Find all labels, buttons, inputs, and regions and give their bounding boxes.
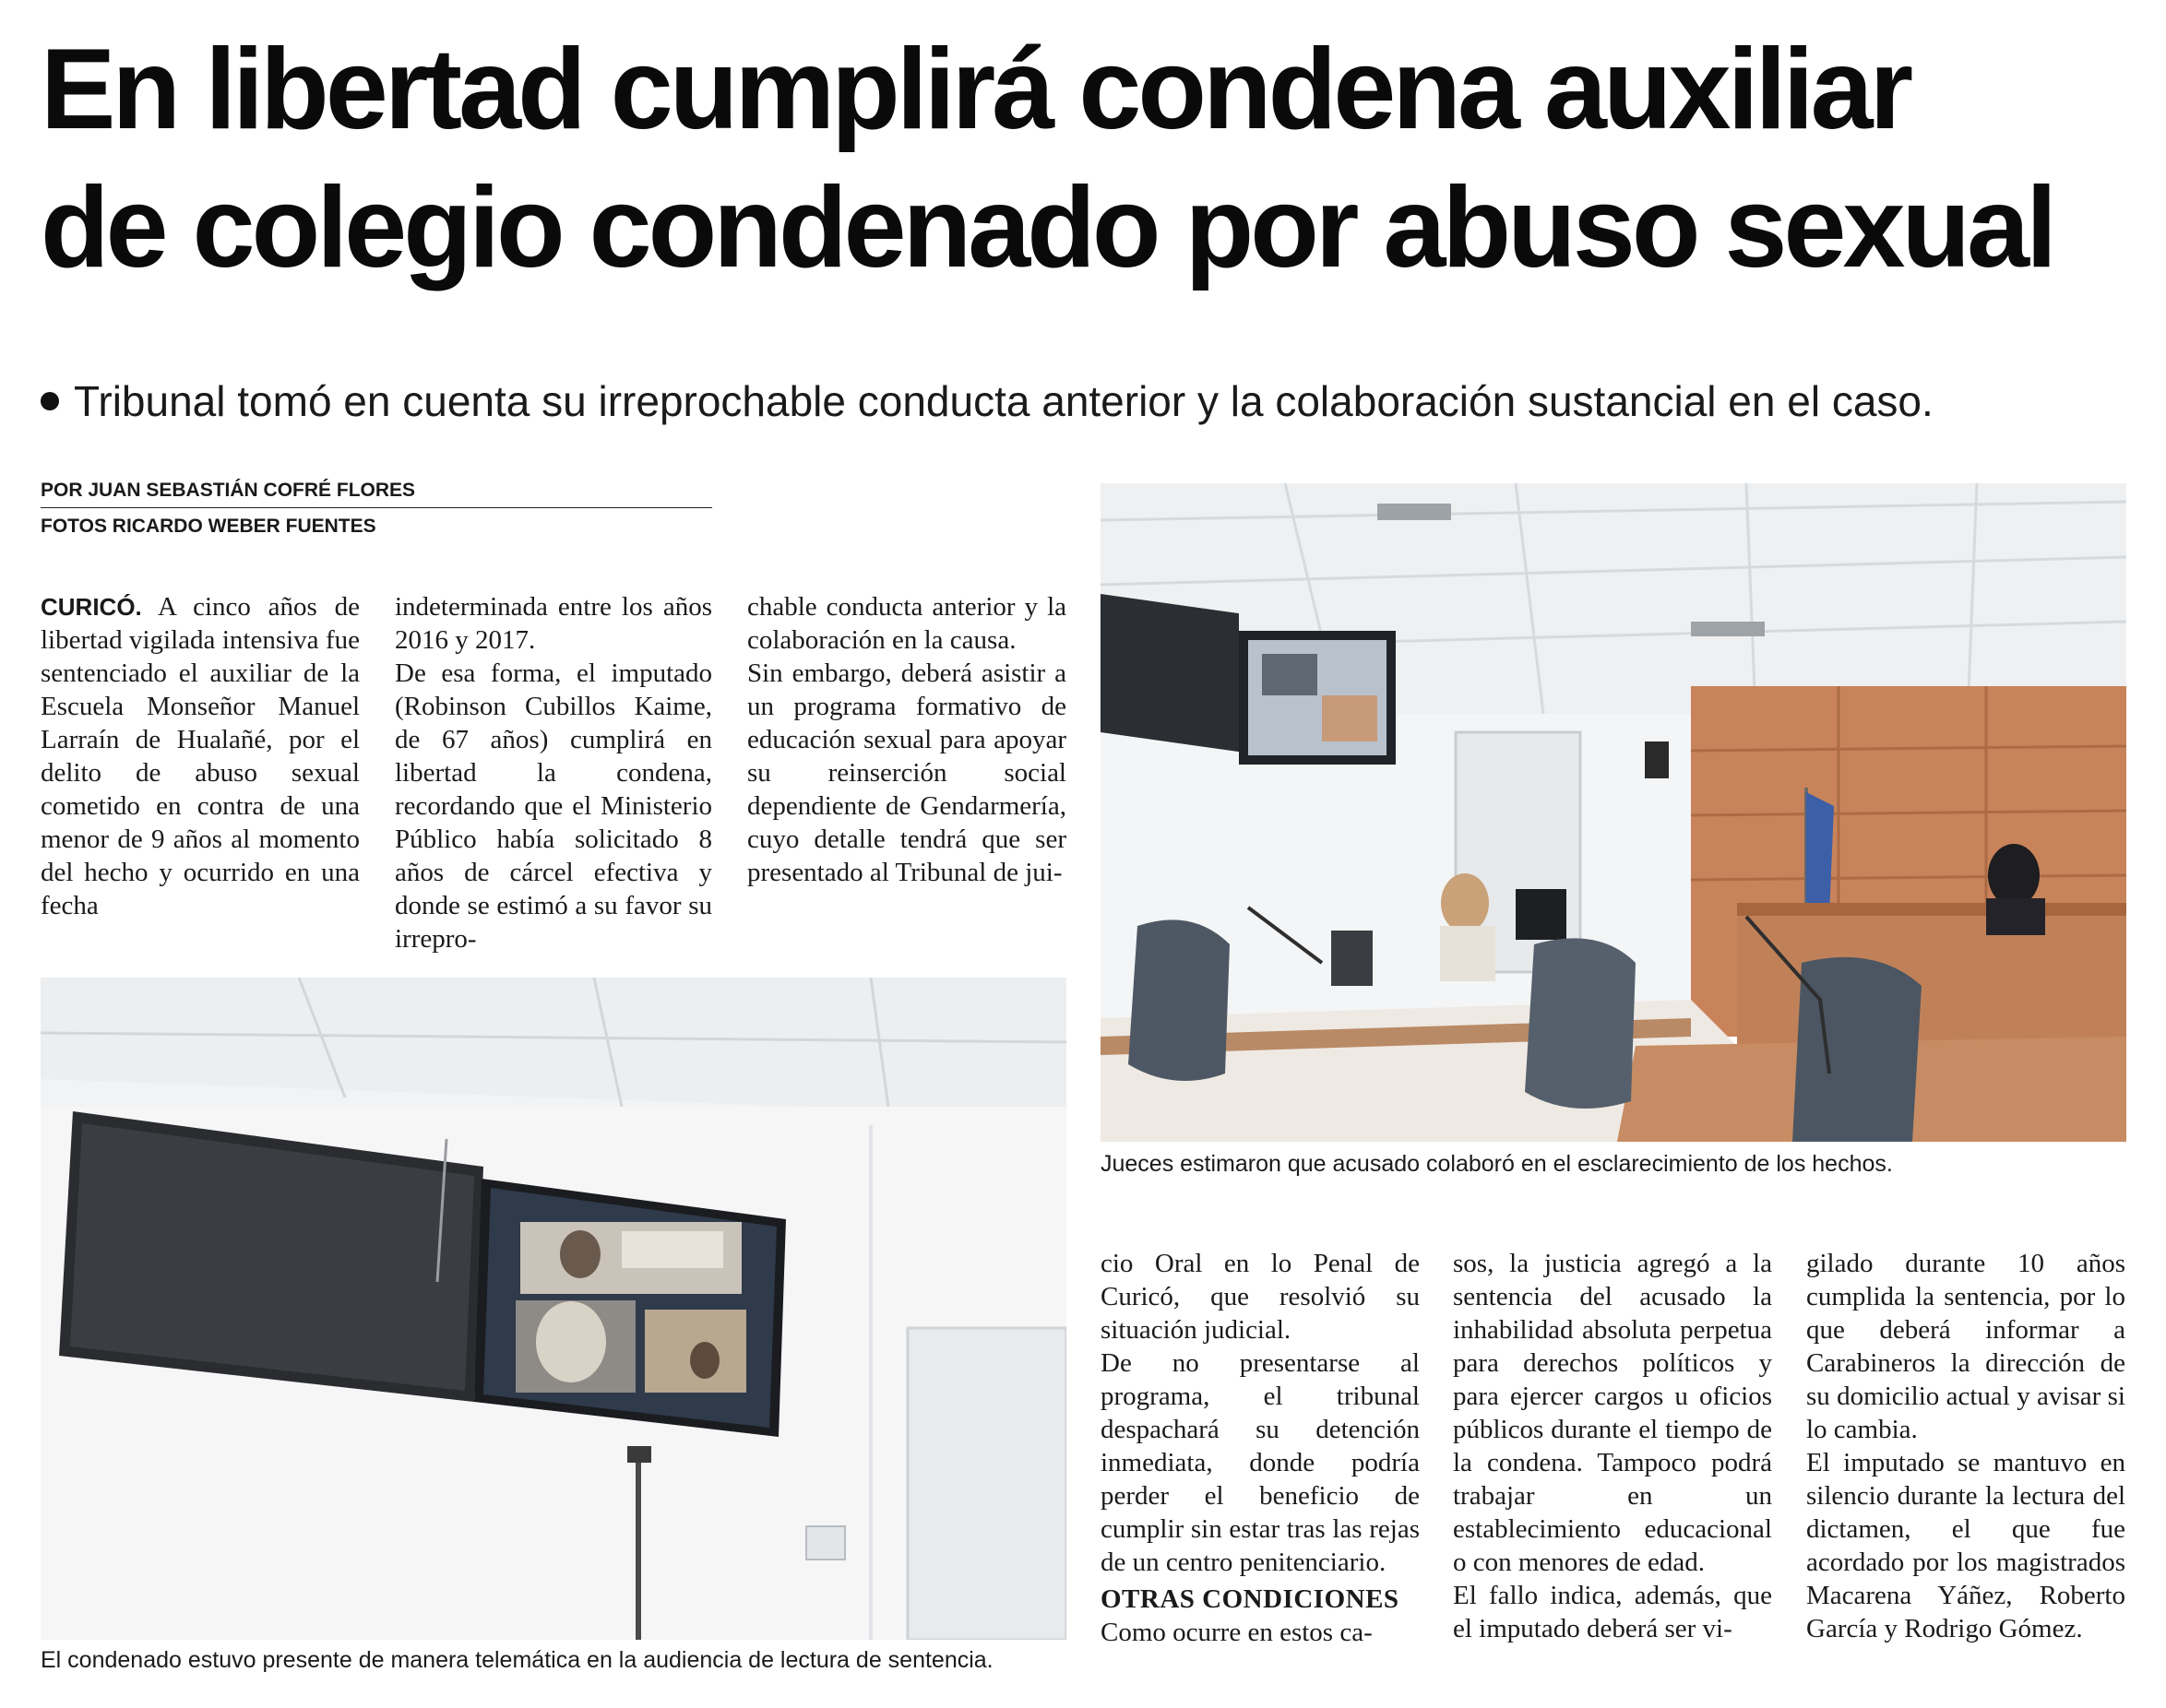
courtroom-image bbox=[1101, 483, 2126, 1142]
dateline-city: CURICÓ. bbox=[41, 593, 142, 621]
paragraph: indeterminada entre los años 2016 y 2017. bbox=[395, 592, 712, 655]
article-column-1 bbox=[41, 590, 360, 922]
headline-line-1: En libertad cumplirá condena auxiliar bbox=[41, 26, 1910, 153]
bullet-icon bbox=[41, 392, 59, 410]
paragraph: A cinco años de libertad vigilada intensiva fue sentenciado el auxiliar de la Escuela Monseñor Manuel Larraín de Hualañé, por el delito de abuso sexual cometido en contra de una menor de 9 años al momento del hecho y ocurrido en una fecha bbox=[41, 592, 360, 920]
paragraph: cio Oral en lo Penal de Curicó, que resolvió su situación judicial. bbox=[1101, 1249, 1420, 1345]
section-subtitle: OTRAS CONDICIONES bbox=[1101, 1584, 1399, 1614]
paragraph: Sin embargo, deberá asistir a un programa formativo de educación sexual para apoyar su reinserción social dependiente de Gendarmería, cuyo detalle tendrá que ser presentado al Tribunal de jui- bbox=[747, 658, 1066, 887]
caption-screens: El condenado estuvo presente de manera telemática en la audiencia de lectura de sentencia. bbox=[41, 1647, 994, 1673]
article-column-2 bbox=[395, 590, 712, 955]
article-column-6 bbox=[1806, 1247, 2125, 1645]
headline bbox=[41, 20, 2103, 297]
article-column-4 bbox=[1101, 1247, 1420, 1649]
paragraph: El fallo indica, además, que el imputado deberá ser vi- bbox=[1453, 1581, 1772, 1643]
photo-screens bbox=[41, 978, 1066, 1640]
paragraph: gilado durante 10 años cumplida la sentencia, por lo que deberá informar a Carabineros la dirección de su domicilio actual y avisar si lo cambia. bbox=[1806, 1249, 2125, 1444]
paragraph: De no presentarse al programa, el tribunal despachará su detención inmediata, donde podría perder el beneficio de cumplir sin estar tras las rejas de un centro penitenciario. bbox=[1101, 1348, 1420, 1577]
paragraph: chable conducta anterior y la colaboración en la causa. bbox=[747, 592, 1066, 655]
photo-courtroom bbox=[1101, 483, 2126, 1142]
paragraph: sos, la justicia agregó a la sentencia del acusado la inhabilidad absoluta perpetua para derechos políticos y para ejercer cargos u oficios públicos durante el tiempo de la condena. Tampoco podrá trabajar en un establecimiento educacional o con menores de edad. bbox=[1453, 1249, 1772, 1577]
headline-line-2: de colegio condenado por abuso sexual bbox=[41, 164, 2054, 291]
article-column-3 bbox=[747, 590, 1066, 889]
paragraph: Como ocurre en estos ca- bbox=[1101, 1618, 1373, 1647]
byline-photographer: FOTOS RICARDO WEBER FUENTES bbox=[41, 516, 376, 537]
article-column-5 bbox=[1453, 1247, 1772, 1645]
subhead bbox=[41, 376, 1934, 426]
paragraph: El imputado se mantuvo en silencio durante la lectura del dictamen, el que fue acordado por los magistrados Macarena Yáñez, Roberto García y Rodrigo Gómez. bbox=[1806, 1448, 2125, 1643]
paragraph: De esa forma, el imputado (Robinson Cubillos Kaime, de 67 años) cumplirá en libertad la condena, recordando que el Ministerio Público había solicitado 8 años de cárcel efectiva y donde se estimó a su favor su irrepro- bbox=[395, 658, 712, 954]
caption-courtroom: Jueces estimaron que acusado colaboró en el esclarecimiento de los hechos. bbox=[1101, 1151, 1893, 1177]
telematic-hearing-image bbox=[41, 978, 1066, 1640]
byline bbox=[41, 480, 712, 538]
subhead-text: Tribunal tomó en cuenta su irreprochable conducta anterior y la colaboración sustancial en el caso. bbox=[74, 377, 1934, 425]
byline-author: POR JUAN SEBASTIÁN COFRÉ FLORES bbox=[41, 480, 712, 508]
